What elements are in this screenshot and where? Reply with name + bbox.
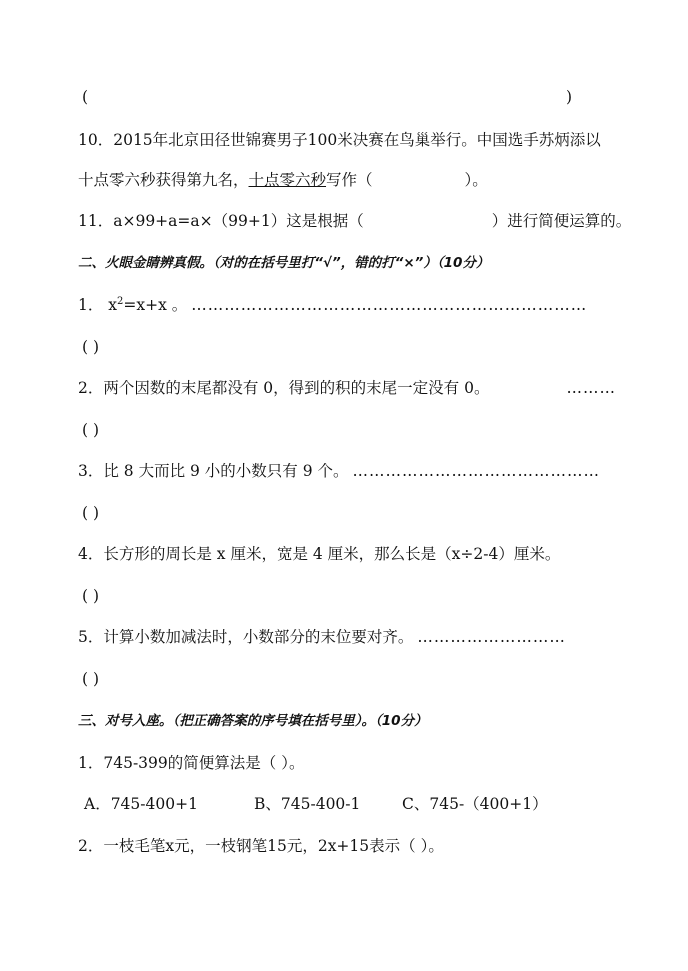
judge-item-1-rest: =x+x 。 xyxy=(123,296,188,314)
judge-item-4-answer[interactable]: ( ) xyxy=(82,587,100,605)
section-2-heading: 二、火眼金睛辨真假。（对的在括号里打“√”，错的打“×”）（10分） xyxy=(78,255,490,271)
q11 xyxy=(78,210,632,232)
judge-item-4 xyxy=(78,543,616,565)
q10-line-2 xyxy=(78,169,616,191)
mc1-option-c[interactable]: C、745-（400+1） xyxy=(402,795,548,813)
mc-question-1-options xyxy=(84,793,616,815)
section-3-heading: 三、对号入座。（把正确答案的序号填在括号里）。（10分） xyxy=(78,713,428,729)
judge-item-3-text: 3．比 8 大而比 9 小的小数只有 9 个。 xyxy=(78,462,349,480)
judge-item-1-dots: ……………………………………………………………… xyxy=(191,296,588,314)
judge-item-4-text: 4．长方形的周长是 x 厘米，宽是 4 厘米，那么长是（x÷2-4）厘米。 xyxy=(78,545,561,563)
judge-item-1-text xyxy=(78,294,187,316)
q11-text-pre: 11．a×99+a=a×（99+1）这是根据（ xyxy=(78,212,364,230)
judge-item-3 xyxy=(78,460,616,482)
judge-item-5-answer[interactable]: ( ) xyxy=(82,670,100,688)
mc1-option-a[interactable]: A．745-400+1 xyxy=(84,795,198,813)
q10-text-post: 写作（ xyxy=(326,171,373,189)
judge-item-1 xyxy=(78,294,616,316)
q10-text-pre: 十点零六秒获得第九名， xyxy=(78,171,249,189)
judge-item-2-text: 2．两个因数的末尾都没有 0，得到的积的末尾一定没有 0。 xyxy=(78,379,490,397)
judge-item-5-text: 5．计算小数加减法时，小数部分的末位要对齐。 xyxy=(78,628,414,646)
mc-question-2: 2．一枝毛笔x元，一枝钢笔15元，2x+15表示（ ）。 xyxy=(78,837,444,855)
q9-close-paren: ) xyxy=(565,88,572,106)
q10-text-end: ）。 xyxy=(464,171,488,189)
judge-item-2-answer[interactable]: ( ) xyxy=(82,421,100,439)
q9-open-paren: ( xyxy=(82,88,89,106)
mc-question-1: 1．745-399的简便算法是（ ）。 xyxy=(78,754,305,772)
judge-item-2 xyxy=(78,377,616,399)
judge-item-3-answer[interactable]: ( ) xyxy=(82,504,100,522)
judge-item-5-dots: ……………………… xyxy=(417,628,566,646)
mc1-option-b[interactable]: B、745-400-1 xyxy=(254,795,361,813)
q11-text-post: ）进行简便运算的。 xyxy=(491,212,632,230)
judge-item-1-base: 1． x xyxy=(78,296,118,314)
judge-item-1-answer[interactable]: ( ) xyxy=(82,338,100,356)
judge-item-3-dots: ……………………………………… xyxy=(352,462,601,480)
q10-line-1: 10．2015年北京田径世锦赛男子100米决赛在鸟巢举行。中国选手苏炳添以 xyxy=(78,131,601,149)
judge-item-1-sup: 2 xyxy=(117,295,124,307)
judge-item-5 xyxy=(78,626,616,648)
q10-underlined-term: 十点零六秒 xyxy=(248,171,327,189)
judge-item-2-dots: ……… xyxy=(566,379,616,397)
q9-answer-parens xyxy=(82,86,572,108)
